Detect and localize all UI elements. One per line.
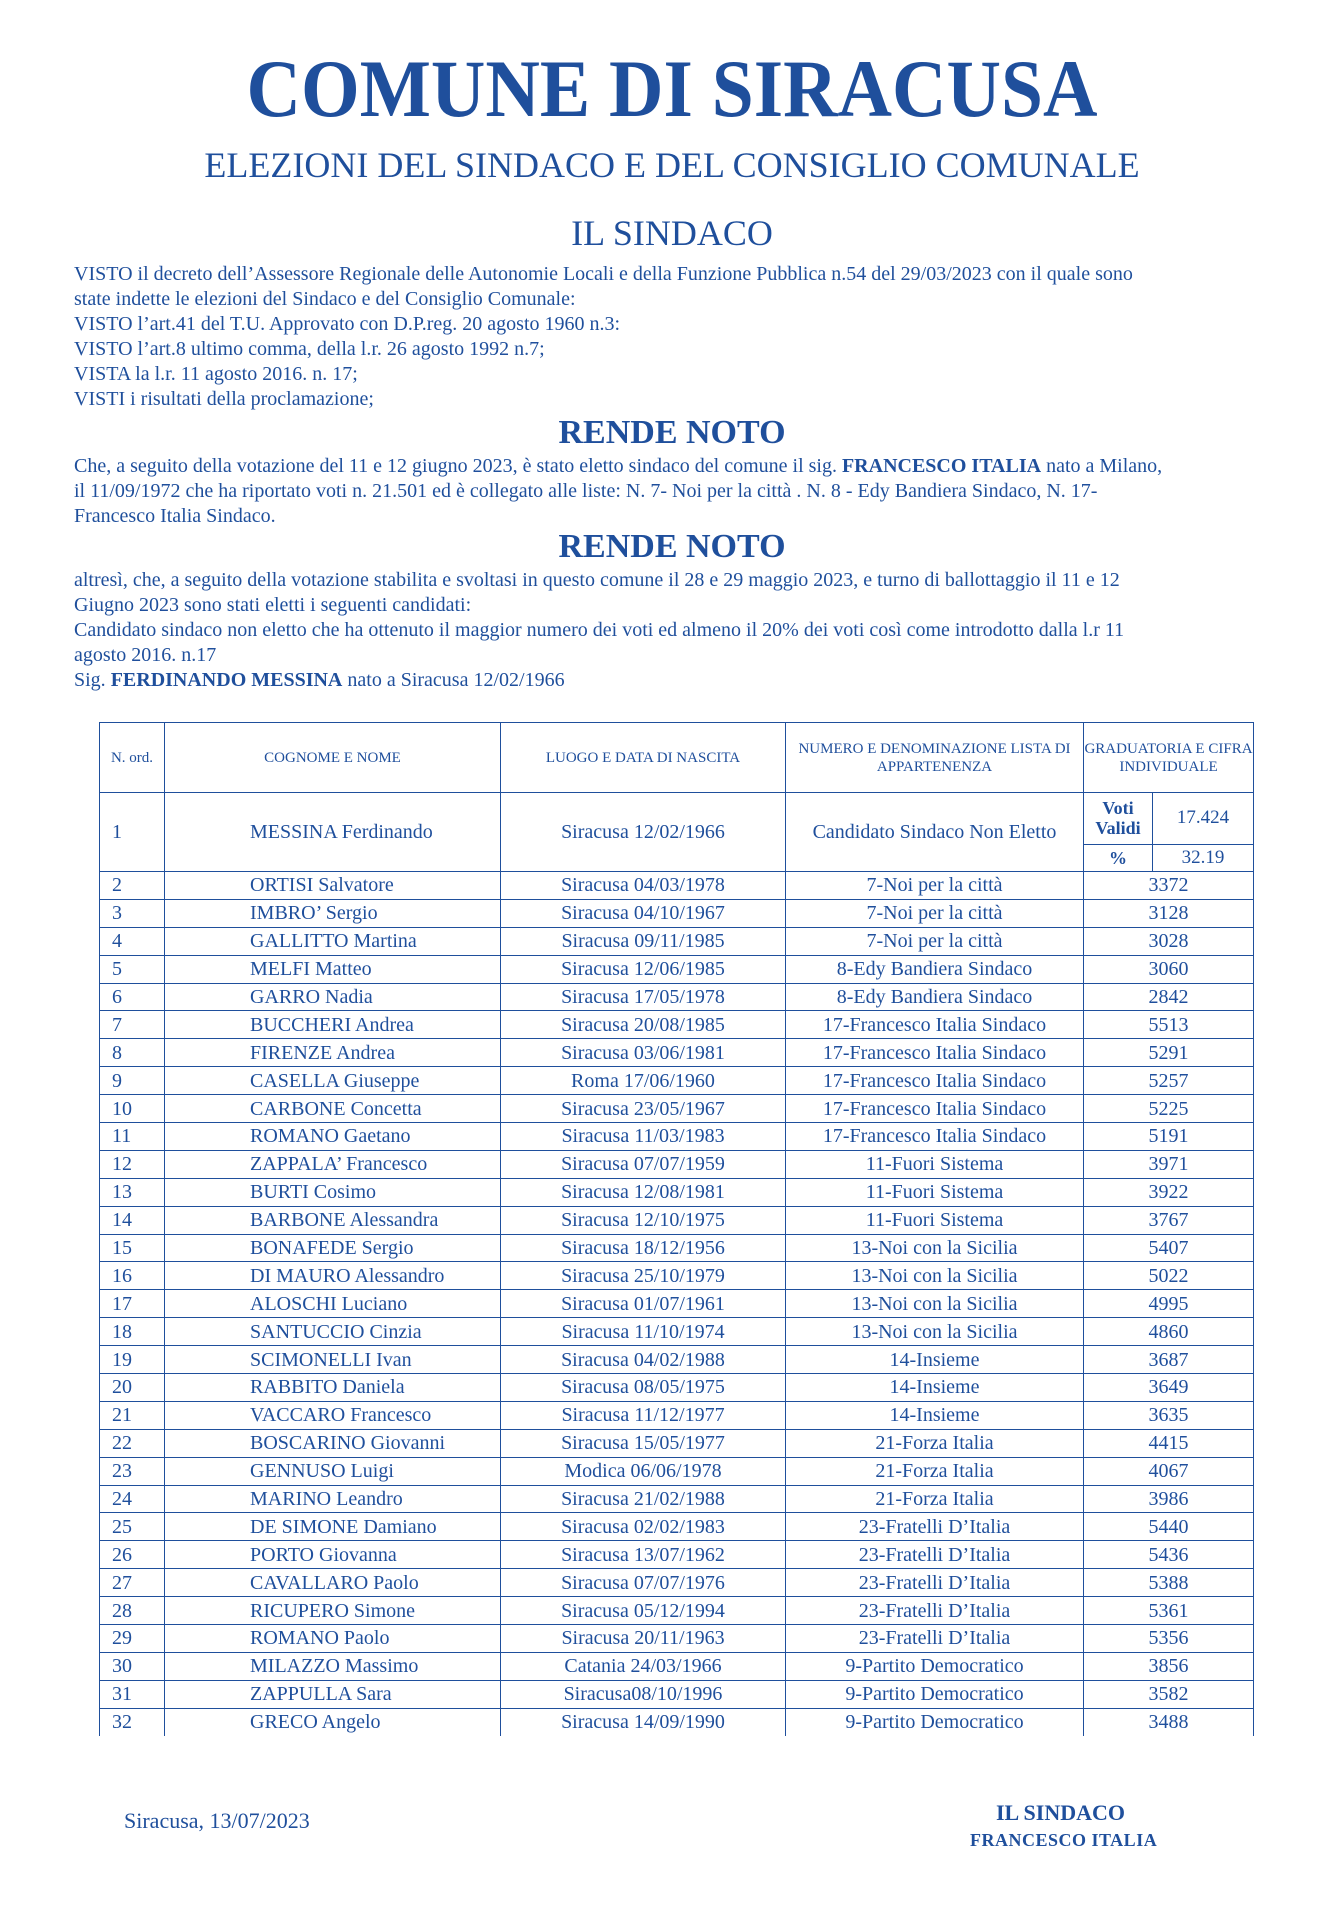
paragraph-line: agosto 2016. n.17 bbox=[74, 644, 217, 666]
cell-name: GENNUSO Luigi bbox=[165, 1457, 501, 1485]
cell-birth: Siracusa 05/12/1994 bbox=[501, 1597, 786, 1625]
cell-name: IMBRO’ Sergio bbox=[165, 899, 501, 927]
cell-list: 23-Fratelli D’Italia bbox=[786, 1569, 1084, 1597]
cell-num: 11 bbox=[100, 1123, 165, 1151]
table-row bbox=[100, 1011, 1254, 1039]
cell-name: MARINO Leandro bbox=[165, 1485, 501, 1513]
cell-score: 3971 bbox=[1084, 1150, 1254, 1178]
table-row bbox=[100, 1290, 1254, 1318]
cell-list: 13-Noi con la Sicilia bbox=[786, 1290, 1084, 1318]
paragraph-line: Francesco Italia Sindaco. bbox=[74, 505, 276, 527]
cell-name: BARBONE Alessandra bbox=[165, 1206, 501, 1234]
paragraph-line: Giugno 2023 sono stati eletti i seguenti candidati: bbox=[74, 594, 472, 616]
header-num: N. ord. bbox=[100, 723, 165, 793]
cell-list: 11-Fuori Sistema bbox=[786, 1206, 1084, 1234]
cell-score: 5513 bbox=[1084, 1011, 1254, 1039]
cell-score: 3635 bbox=[1084, 1401, 1254, 1429]
cell-birth: Siracusa 09/11/1985 bbox=[501, 927, 786, 955]
table-row bbox=[100, 1457, 1254, 1485]
header-list: NUMERO E DENOMINAZIONE LISTA DI APPARTENENZA bbox=[786, 723, 1084, 793]
cell-name: GARRO Nadia bbox=[165, 983, 501, 1011]
cell-num: 9 bbox=[100, 1067, 165, 1095]
table-row bbox=[100, 1680, 1254, 1708]
cell-score: 4067 bbox=[1084, 1457, 1254, 1485]
cell-birth: Siracusa 13/07/1962 bbox=[501, 1541, 786, 1569]
cell-birth: Siracusa 23/05/1967 bbox=[501, 1095, 786, 1123]
intro-block bbox=[74, 262, 1274, 412]
cell-name: MELFI Matteo bbox=[165, 955, 501, 983]
cell-num: 19 bbox=[100, 1346, 165, 1374]
cell-list: 9-Partito Democratico bbox=[786, 1680, 1084, 1708]
table-row bbox=[100, 1513, 1254, 1541]
table-row bbox=[100, 1597, 1254, 1625]
table-row bbox=[100, 1150, 1254, 1178]
table-row bbox=[100, 872, 1254, 900]
paragraph-line: Candidato sindaco non eletto che ha ottenuto il maggior numero dei voti ed almeno il 20% dei voti così come introdotto dalla l.r 11 bbox=[74, 619, 1125, 641]
text-span: Sig. bbox=[74, 669, 111, 691]
intro-line: VISTI i risultati della proclamazione; bbox=[74, 388, 374, 410]
cell-name: RABBITO Daniela bbox=[165, 1374, 501, 1402]
text-span: Che, a seguito della votazione del 11 e 12 giugno 2023, è stato eletto sindaco del comune il sig. bbox=[74, 455, 842, 477]
cell-num: 26 bbox=[100, 1541, 165, 1569]
cell-list: 11-Fuori Sistema bbox=[786, 1150, 1084, 1178]
cell-score: 3649 bbox=[1084, 1374, 1254, 1402]
rende-noto-heading-1: RENDE NOTO bbox=[558, 414, 786, 451]
cell-num: 29 bbox=[100, 1625, 165, 1653]
cell-name: ROMANO Paolo bbox=[165, 1625, 501, 1653]
page-subtitle: ELEZIONI DEL SINDACO E DEL CONSIGLIO COMUNALE bbox=[204, 145, 1140, 185]
cell-name: ORTISI Salvatore bbox=[165, 872, 501, 900]
cell-num: 27 bbox=[100, 1569, 165, 1597]
cell-score: 3856 bbox=[1084, 1652, 1254, 1680]
cell-num: 22 bbox=[100, 1429, 165, 1457]
cell-score: 3128 bbox=[1084, 899, 1254, 927]
paragraph-line bbox=[74, 668, 1274, 693]
cell-num: 31 bbox=[100, 1680, 165, 1708]
cell-list: 9-Partito Democratico bbox=[786, 1708, 1084, 1735]
cell-list: 7-Noi per la città bbox=[786, 899, 1084, 927]
cell-num: 6 bbox=[100, 983, 165, 1011]
cell-name: BURTI Cosimo bbox=[165, 1178, 501, 1206]
cell-list: 21-Forza Italia bbox=[786, 1485, 1084, 1513]
rende-noto-paragraph-1 bbox=[74, 454, 1274, 529]
header-birth: LUOGO E DATA DI NASCITA bbox=[501, 723, 786, 793]
cell-num: 13 bbox=[100, 1178, 165, 1206]
cell-score: 5440 bbox=[1084, 1513, 1254, 1541]
table-row-first bbox=[100, 793, 1254, 872]
table-header-row bbox=[100, 723, 1254, 793]
table-row bbox=[100, 1178, 1254, 1206]
cell-num: 28 bbox=[100, 1597, 165, 1625]
cell-name: BONAFEDE Sergio bbox=[165, 1234, 501, 1262]
cell-num: 14 bbox=[100, 1206, 165, 1234]
cell-birth: Siracusa 03/06/1981 bbox=[501, 1039, 786, 1067]
cell-score: 5257 bbox=[1084, 1067, 1254, 1095]
cell-num: 3 bbox=[100, 899, 165, 927]
table-row bbox=[100, 1346, 1254, 1374]
cell-num: 32 bbox=[100, 1708, 165, 1735]
cell-list: 21-Forza Italia bbox=[786, 1429, 1084, 1457]
cell-name: GRECO Angelo bbox=[165, 1708, 501, 1735]
score-subtable bbox=[1084, 793, 1253, 871]
table-row bbox=[100, 1318, 1254, 1346]
cell-birth: Siracusa 11/03/1983 bbox=[501, 1123, 786, 1151]
header-score: GRADUATORIA E CIFRA INDIVIDUALE bbox=[1084, 723, 1254, 793]
place-date: Siracusa, 13/07/2023 bbox=[124, 1808, 310, 1833]
cell-list: 23-Fratelli D’Italia bbox=[786, 1513, 1084, 1541]
cell-score: 5436 bbox=[1084, 1541, 1254, 1569]
cell-num: 7 bbox=[100, 1011, 165, 1039]
cell-num: 4 bbox=[100, 927, 165, 955]
cell-score: 5361 bbox=[1084, 1597, 1254, 1625]
cell-num: 30 bbox=[100, 1652, 165, 1680]
cell-birth: Modica 06/06/1978 bbox=[501, 1457, 786, 1485]
cell-num: 12 bbox=[100, 1150, 165, 1178]
cell-name: CAVALLARO Paolo bbox=[165, 1569, 501, 1597]
intro-line: state indette le elezioni del Sindaco e del Consiglio Comunale: bbox=[74, 288, 576, 310]
cell-name: CARBONE Concetta bbox=[165, 1095, 501, 1123]
table-row bbox=[100, 1401, 1254, 1429]
cell-birth: Siracusa 12/08/1981 bbox=[501, 1178, 786, 1206]
cell-birth: Siracusa 11/12/1977 bbox=[501, 1401, 786, 1429]
signature-name: FRANCESCO ITALIA bbox=[970, 1830, 1158, 1850]
cell-list: 23-Fratelli D’Italia bbox=[786, 1625, 1084, 1653]
cell-list: 17-Francesco Italia Sindaco bbox=[786, 1011, 1084, 1039]
cell-name: PORTO Giovanna bbox=[165, 1541, 501, 1569]
cell-birth: Siracusa 17/05/1978 bbox=[501, 983, 786, 1011]
cell-list: 17-Francesco Italia Sindaco bbox=[786, 1039, 1084, 1067]
cell-birth: Siracusa 20/11/1963 bbox=[501, 1625, 786, 1653]
cell-name: RICUPERO Simone bbox=[165, 1597, 501, 1625]
cell-list: 23-Fratelli D’Italia bbox=[786, 1597, 1084, 1625]
cell-score: 3488 bbox=[1084, 1708, 1254, 1735]
rende-noto-heading-2: RENDE NOTO bbox=[558, 528, 786, 565]
cell-birth: Siracusa 14/09/1990 bbox=[501, 1708, 786, 1735]
cell-birth: Siracusa 15/05/1977 bbox=[501, 1429, 786, 1457]
cell-list: Candidato Sindaco Non Eletto bbox=[786, 793, 1084, 872]
table-row bbox=[100, 1206, 1254, 1234]
cell-birth: Siracusa 01/07/1961 bbox=[501, 1290, 786, 1318]
table-row bbox=[100, 1625, 1254, 1653]
cell-list: 9-Partito Democratico bbox=[786, 1652, 1084, 1680]
cell-name: ZAPPALA’ Francesco bbox=[165, 1150, 501, 1178]
cell-list: 8-Edy Bandiera Sindaco bbox=[786, 983, 1084, 1011]
cell-num: 1 bbox=[100, 793, 165, 872]
elected-mayor-name: FRANCESCO ITALIA bbox=[841, 455, 1042, 477]
page-title: COMUNE DI SIRACUSA bbox=[246, 43, 1098, 134]
cell-name: ROMANO Gaetano bbox=[165, 1123, 501, 1151]
cell-score: 5191 bbox=[1084, 1123, 1254, 1151]
table-row bbox=[100, 1485, 1254, 1513]
cell-num: 8 bbox=[100, 1039, 165, 1067]
cell-birth: Siracusa 18/12/1956 bbox=[501, 1234, 786, 1262]
cell-birth: Siracusa 25/10/1979 bbox=[501, 1262, 786, 1290]
cell-num: 15 bbox=[100, 1234, 165, 1262]
intro-line: VISTO l’art.8 ultimo comma, della l.r. 26 agosto 1992 n.7; bbox=[74, 338, 545, 360]
cell-list: 7-Noi per la città bbox=[786, 872, 1084, 900]
cell-score: 3687 bbox=[1084, 1346, 1254, 1374]
cell-score: 3028 bbox=[1084, 927, 1254, 955]
cell-list: 7-Noi per la città bbox=[786, 927, 1084, 955]
cell-name: MILAZZO Massimo bbox=[165, 1652, 501, 1680]
cell-list: 14-Insieme bbox=[786, 1401, 1084, 1429]
header-name: COGNOME E NOME bbox=[165, 723, 501, 793]
cell-list: 13-Noi con la Sicilia bbox=[786, 1318, 1084, 1346]
cell-num: 2 bbox=[100, 872, 165, 900]
text-span: nato a Siracusa 12/02/1966 bbox=[342, 669, 565, 691]
cell-score: 3922 bbox=[1084, 1178, 1254, 1206]
cell-birth: Siracusa 08/05/1975 bbox=[501, 1374, 786, 1402]
paragraph-line: il 11/09/1972 che ha riportato voti n. 21.501 ed è collegato alle liste: N. 7- Noi per la città . N. 8 - Edy Bandiera Sindaco, N. 17- bbox=[74, 480, 1098, 502]
cell-name: ZAPPULLA Sara bbox=[165, 1680, 501, 1708]
cell-score: 2842 bbox=[1084, 983, 1254, 1011]
signature-title: IL SINDACO bbox=[996, 1800, 1125, 1825]
table-row bbox=[100, 927, 1254, 955]
votes-value: 17.424 bbox=[1153, 793, 1254, 844]
cell-num: 17 bbox=[100, 1290, 165, 1318]
cell-birth: Siracusa08/10/1996 bbox=[501, 1680, 786, 1708]
paragraph-line: altresì, che, a seguito della votazione stabilita e svoltasi in questo comune il 28 e 29 maggio 2023, e turno di ballottaggio il 11 e 12 bbox=[74, 569, 1120, 591]
cell-name: CASELLA Giuseppe bbox=[165, 1067, 501, 1095]
cell-score: 3767 bbox=[1084, 1206, 1254, 1234]
table-row bbox=[100, 1095, 1254, 1123]
percent-value: 32.19 bbox=[1181, 846, 1225, 868]
cell-name: DI MAURO Alessandro bbox=[165, 1262, 501, 1290]
cell-name: MESSINA Ferdinando bbox=[165, 793, 501, 872]
cell-score: 3582 bbox=[1084, 1680, 1254, 1708]
cell-score: 5388 bbox=[1084, 1569, 1254, 1597]
table-row bbox=[100, 1374, 1254, 1402]
cell-birth: Roma 17/06/1960 bbox=[501, 1067, 786, 1095]
cell-birth: Siracusa 04/03/1978 bbox=[501, 872, 786, 900]
table-row bbox=[100, 1067, 1254, 1095]
cell-birth: Siracusa 04/02/1988 bbox=[501, 1346, 786, 1374]
cell-list: 17-Francesco Italia Sindaco bbox=[786, 1095, 1084, 1123]
cell-score: 3372 bbox=[1084, 872, 1254, 900]
cell-name: ALOSCHI Luciano bbox=[165, 1290, 501, 1318]
intro-line: VISTO il decreto dell’Assessore Regionale delle Autonomie Locali e della Funzione Pubblica n.54 del 29/03/2023 con il quale sono bbox=[74, 263, 1133, 285]
cell-birth: Siracusa 11/10/1974 bbox=[501, 1318, 786, 1346]
intro-line: VISTO l’art.41 del T.U. Approvato con D.P.reg. 20 agosto 1960 n.3: bbox=[74, 313, 621, 335]
table-row bbox=[100, 983, 1254, 1011]
cell-score-block bbox=[1084, 793, 1254, 872]
table-row bbox=[100, 1234, 1254, 1262]
cell-list: 21-Forza Italia bbox=[786, 1457, 1084, 1485]
cell-birth: Siracusa 07/07/1976 bbox=[501, 1569, 786, 1597]
cell-num: 24 bbox=[100, 1485, 165, 1513]
cell-birth: Siracusa 04/10/1967 bbox=[501, 899, 786, 927]
cell-score: 5291 bbox=[1084, 1039, 1254, 1067]
paragraph-line bbox=[74, 454, 1274, 479]
cell-birth: Catania 24/03/1966 bbox=[501, 1652, 786, 1680]
cell-name: BOSCARINO Giovanni bbox=[165, 1429, 501, 1457]
cell-score: 4860 bbox=[1084, 1318, 1254, 1346]
cell-list: 17-Francesco Italia Sindaco bbox=[786, 1123, 1084, 1151]
cell-birth: Siracusa 12/02/1966 bbox=[501, 793, 786, 872]
cell-num: 23 bbox=[100, 1457, 165, 1485]
cell-birth: Siracusa 12/06/1985 bbox=[501, 955, 786, 983]
cell-list: 13-Noi con la Sicilia bbox=[786, 1262, 1084, 1290]
table-row bbox=[100, 1541, 1254, 1569]
cell-score: 4995 bbox=[1084, 1290, 1254, 1318]
cell-list: 8-Edy Bandiera Sindaco bbox=[786, 955, 1084, 983]
table-row bbox=[100, 1569, 1254, 1597]
text-span: nato a Milano, bbox=[1041, 455, 1163, 477]
cell-name: BUCCHERI Andrea bbox=[165, 1011, 501, 1039]
cell-score: 5407 bbox=[1084, 1234, 1254, 1262]
cell-score: 3060 bbox=[1084, 955, 1254, 983]
table-row bbox=[100, 955, 1254, 983]
cell-list: 13-Noi con la Sicilia bbox=[786, 1234, 1084, 1262]
table-row bbox=[100, 1039, 1254, 1067]
intro-line: VISTA la l.r. 11 agosto 2016. n. 17; bbox=[74, 363, 358, 385]
cell-score: 3986 bbox=[1084, 1485, 1254, 1513]
cell-score: 5356 bbox=[1084, 1625, 1254, 1653]
cell-score: 4415 bbox=[1084, 1429, 1254, 1457]
cell-name: SANTUCCIO Cinzia bbox=[165, 1318, 501, 1346]
cell-list: 14-Insieme bbox=[786, 1374, 1084, 1402]
cell-list: 17-Francesco Italia Sindaco bbox=[786, 1067, 1084, 1095]
cell-name: SCIMONELLI Ivan bbox=[165, 1346, 501, 1374]
table-row bbox=[100, 1708, 1254, 1735]
cell-num: 20 bbox=[100, 1374, 165, 1402]
cell-num: 25 bbox=[100, 1513, 165, 1541]
cell-name: VACCARO Francesco bbox=[165, 1401, 501, 1429]
cell-list: 23-Fratelli D’Italia bbox=[786, 1541, 1084, 1569]
cell-score: 5225 bbox=[1084, 1095, 1254, 1123]
cell-birth: Siracusa 20/08/1985 bbox=[501, 1011, 786, 1039]
percent-label: % bbox=[1084, 844, 1153, 871]
cell-name: DE SIMONE Damiano bbox=[165, 1513, 501, 1541]
cell-num: 5 bbox=[100, 955, 165, 983]
votes-label: Voti Validi bbox=[1084, 793, 1153, 844]
cell-birth: Siracusa 07/07/1959 bbox=[501, 1150, 786, 1178]
table-row bbox=[100, 1123, 1254, 1151]
cell-list: 11-Fuori Sistema bbox=[786, 1178, 1084, 1206]
cell-list: 14-Insieme bbox=[786, 1346, 1084, 1374]
elected-candidates-table bbox=[99, 722, 1254, 1736]
cell-birth: Siracusa 02/02/1983 bbox=[501, 1513, 786, 1541]
table-row bbox=[100, 1652, 1254, 1680]
cell-name: FIRENZE Andrea bbox=[165, 1039, 501, 1067]
runner-up-name: FERDINANDO MESSINA bbox=[110, 669, 343, 691]
cell-num: 10 bbox=[100, 1095, 165, 1123]
authority-heading: IL SINDACO bbox=[571, 213, 773, 253]
cell-num: 18 bbox=[100, 1318, 165, 1346]
cell-birth: Siracusa 21/02/1988 bbox=[501, 1485, 786, 1513]
cell-num: 21 bbox=[100, 1401, 165, 1429]
rende-noto-paragraph-2 bbox=[74, 568, 1274, 693]
cell-name: GALLITTO Martina bbox=[165, 927, 501, 955]
cell-num: 16 bbox=[100, 1262, 165, 1290]
cell-birth: Siracusa 12/10/1975 bbox=[501, 1206, 786, 1234]
cell-score: 5022 bbox=[1084, 1262, 1254, 1290]
table-row bbox=[100, 1429, 1254, 1457]
table-row bbox=[100, 1262, 1254, 1290]
table-row bbox=[100, 899, 1254, 927]
